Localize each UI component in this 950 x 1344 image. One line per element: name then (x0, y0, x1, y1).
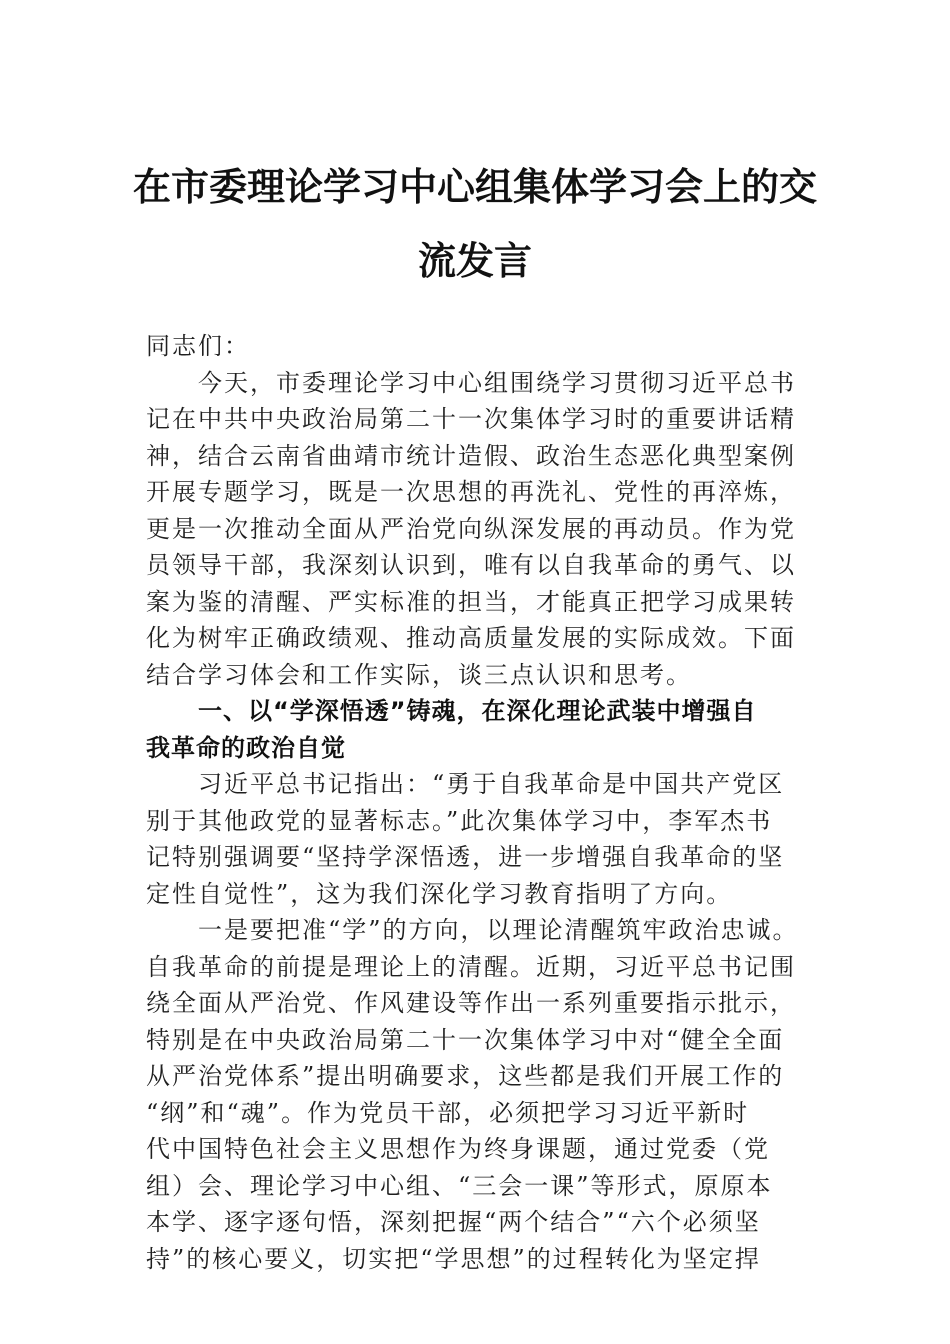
paragraph-line: 员领导干部，我深刻认识到，唯有以自我革命的勇气、以 (146, 551, 796, 579)
title-line-2: 流发言 (417, 238, 532, 283)
paragraph-line: 代中国特色社会主义思想作为终身课题，通过党委（党 (146, 1135, 770, 1163)
paragraph-point-1 (146, 912, 836, 1277)
paragraph-quote (146, 766, 836, 912)
paragraph-line: 绕全面从严治党、作风建设等作出一系列重要指示批示， (146, 989, 796, 1017)
document-body (146, 328, 836, 1277)
paragraph-line: 化为树牢正确政绩观、推动高质量发展的实际成效。下面 (146, 624, 796, 652)
paragraph-line: 从严治党体系”提出明确要求，这些都是我们开展工作的 (146, 1062, 785, 1090)
paragraph-line: 一是要把准“学”的方向，以理论清醒筑牢政治忠诚。 (198, 916, 799, 944)
paragraph-line: 自我革命的前提是理论上的清醒。近期，习近平总书记围 (146, 952, 796, 981)
section-heading-1 (146, 693, 836, 766)
paragraph-line: “纲”和“魂”。作为党员干部，必须把学习习近平新时 (146, 1098, 750, 1127)
paragraph-line: 结合学习体会和工作实际，谈三点认识和思考。 (146, 660, 692, 689)
document-title (130, 150, 820, 298)
paragraph-line: 开展专题学习，既是一次思想的再洗礼、党性的再淬炼， (146, 478, 796, 506)
paragraph-line: 记特别强调要“坚持学深悟透，进一步增强自我革命的坚 (146, 843, 785, 871)
heading-line: 我革命的政治自觉 (146, 733, 346, 762)
paragraph-line: 本学、逐字逐句悟，深刻把握“两个结合”“六个必须坚 (146, 1208, 761, 1236)
paragraph-line: 更是一次推动全面从严治党向纵深发展的再动员。作为党 (146, 514, 796, 543)
greeting: 同志们： (146, 332, 250, 360)
paragraph-line: 习近平总书记指出：“勇于自我革命是中国共产党区 (198, 770, 785, 798)
paragraph-line: 定性自觉性”，这为我们深化学习教育指明了方向。 (146, 879, 733, 908)
paragraph-line: 持”的核心要义，切实把“学思想”的过程转化为坚定捍 (146, 1244, 761, 1273)
paragraph-line: 记在中共中央政治局第二十一次集体学习时的重要讲话精 (146, 405, 796, 433)
paragraph-line: 案为鉴的清醒、严实标准的担当，才能真正把学习成果转 (146, 587, 796, 616)
title-line-1: 在市委理论学习中心组集体学习会上的交 (132, 164, 817, 209)
heading-line: 一、以“学深悟透”铸魂，在深化理论武装中增强自 (198, 697, 757, 725)
paragraph-line: 今天，市委理论学习中心组围绕学习贯彻习近平总书 (198, 368, 796, 397)
paragraph-line: 特别是在中央政治局第二十一次集体学习中对“健全全面 (146, 1025, 785, 1054)
paragraph-line: 别于其他政党的显著标志。”此次集体学习中，李军杰书 (146, 806, 773, 835)
paragraph-intro (146, 365, 836, 694)
paragraph-line: 组）会、理论学习中心组、“三会一课”等形式，原原本 (146, 1171, 773, 1200)
paragraph-line: 神，结合云南省曲靖市统计造假、政治生态恶化典型案例 (146, 441, 796, 470)
